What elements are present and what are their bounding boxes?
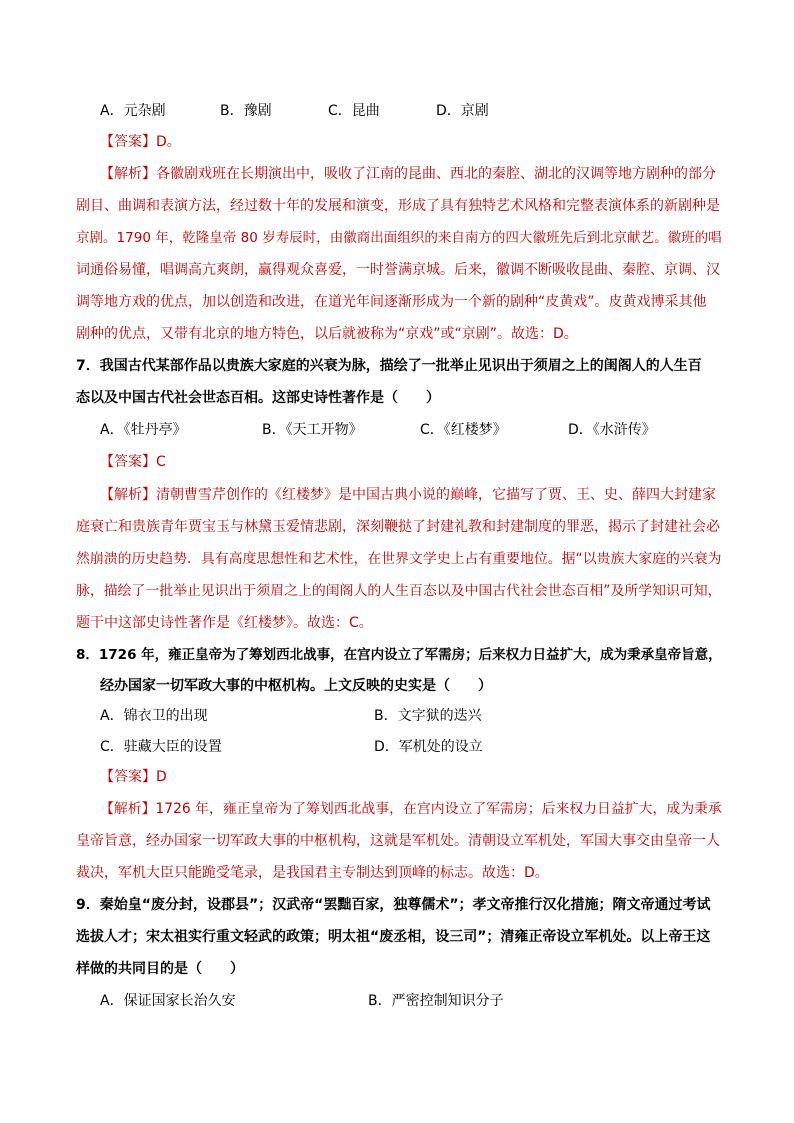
q7-analysis-line: 【解析】清朝曹雪芹创作的《红楼梦》是中国古典小说的巅峰，它描写了贾、王、史、薛四大封建家 [100,487,716,503]
q8-analysis-line: 裁决，军机大臣只能跪受笔录，是我国君主专制达到顶峰的标志。故选：D。 [76,865,549,881]
q6-analysis-line: 调等地方戏的优点，加以创造和改进，在道光年间逐渐形成为一个新的剧种“皮黄戏”。皮黄戏博采其他 [76,294,707,310]
q8-stem-line: 8．1726 年，雍正皇帝为了筹划西北战事，在宫内设立了军需房；后来权力日益扩大，成为秉承皇帝旨意， [76,647,722,663]
q6-option-a: A．元杂剧 [100,103,166,119]
q6-analysis-line: 剧目、曲调和表演方法，经过数十年的发展和演变，形成了具有独特艺术风格和完整表演体系的新剧种是 [76,198,720,214]
q8-analysis-line: 皇帝旨意，经办国家一切军政大事的中枢机构，这就是军机处。清朝设立军机处，军国大事交由皇帝一人 [76,833,720,849]
q8-option-a: A．锦衣卫的出现 [100,708,208,724]
q6-option-d: D．京剧 [436,103,489,119]
q7-option-d: D．《水浒传》 [568,422,656,438]
q9-option-b: B．严密控制知识分子 [368,993,504,1009]
q9-stem-line: 样做的共同目的是（ ） [76,961,244,977]
q6-answer: 【答案】D。 [100,134,181,150]
q6-analysis-line: 京剧。1790 年，乾隆皇帝 80 岁寿辰时，由徽商出面组织的来自南方的四大徽班先后到北京献艺。徽班的唱 [76,230,722,246]
q6-option-b: B．豫剧 [220,103,272,119]
q6-analysis-line: 剧种的优点，又带有北京的地方特色，以后就被称为“京戏”或“京剧”。故选：D。 [76,326,578,342]
q8-option-d: D．军机处的设立 [374,739,483,755]
q7-stem-line: 态以及中国古代社会世态百相。这部史诗性著作是（ ） [76,390,440,406]
q8-option-c: C．驻藏大臣的设置 [100,739,222,755]
q7-option-b: B．《天工开物》 [262,422,363,438]
q9-option-a: A．保证国家长治久安 [100,993,236,1009]
q8-analysis-line: 【解析】1726 年，雍正皇帝为了筹划西北战事，在宫内设立了军需房；后来权力日益扩大，成为秉承 [100,801,722,817]
q6-analysis-line: 词通俗易懂，唱调高亢爽朗，赢得观众喜爱，一时誉满京城。后来，徽调不断吸收昆曲、秦腔、京调、汉 [76,262,720,278]
q7-analysis-line: 脉，描绘了一批举止见识出于须眉之上的闺阁人的人生百态以及中国古代社会世态百相”及所学知识可知， [76,583,722,599]
q9-stem-line: 选拔人才；宋太祖实行重文轻武的政策；明太祖“废丞相，设三司”；清雍正帝设立军机处。以上帝王这 [76,929,711,945]
q7-analysis-line: 然崩溃的历史趋势．具有高度思想性和艺术性，在世界文学史上占有重要地位。据“以贵族大家庭的兴衰为 [76,551,722,567]
q7-option-c: C．《红楼梦》 [420,422,507,438]
q9-stem-line: 9．秦始皇“废分封，设郡县”；汉武帝“罢黜百家，独尊儒术”；孝文帝推行汉化措施；隋文帝通过考试 [76,897,711,913]
q7-analysis-line: 庭衰亡和贵族青年贾宝玉与林黛玉爱情悲剧，深刻鞭挞了封建礼教和封建制度的罪恶，揭示了封建社会必 [76,519,720,535]
q7-stem-line: 7．我国古代某部作品以贵族大家庭的兴衰为脉，描绘了一批举止见识出于须眉之上的闺阁人的人生百 [76,358,702,374]
q6-analysis-line: 【解析】各徽剧戏班在长期演出中，吸收了江南的昆曲、西北的秦腔、湖北的汉调等地方剧种的部分 [100,166,716,182]
q7-option-a: A．《牡丹亭》 [100,422,187,438]
q8-option-b: B．文字狱的迭兴 [374,708,482,724]
q8-stem-line: 经办国家一切军政大事的中枢机构。上文反映的史实是（ ） [100,678,492,694]
q7-analysis-line: 题干中这部史诗性著作是《红楼梦》。故选：C。 [76,615,373,631]
q8-answer: 【答案】D [100,769,167,785]
q6-option-c: C．昆曲 [328,103,380,119]
q7-answer: 【答案】C [100,454,166,470]
